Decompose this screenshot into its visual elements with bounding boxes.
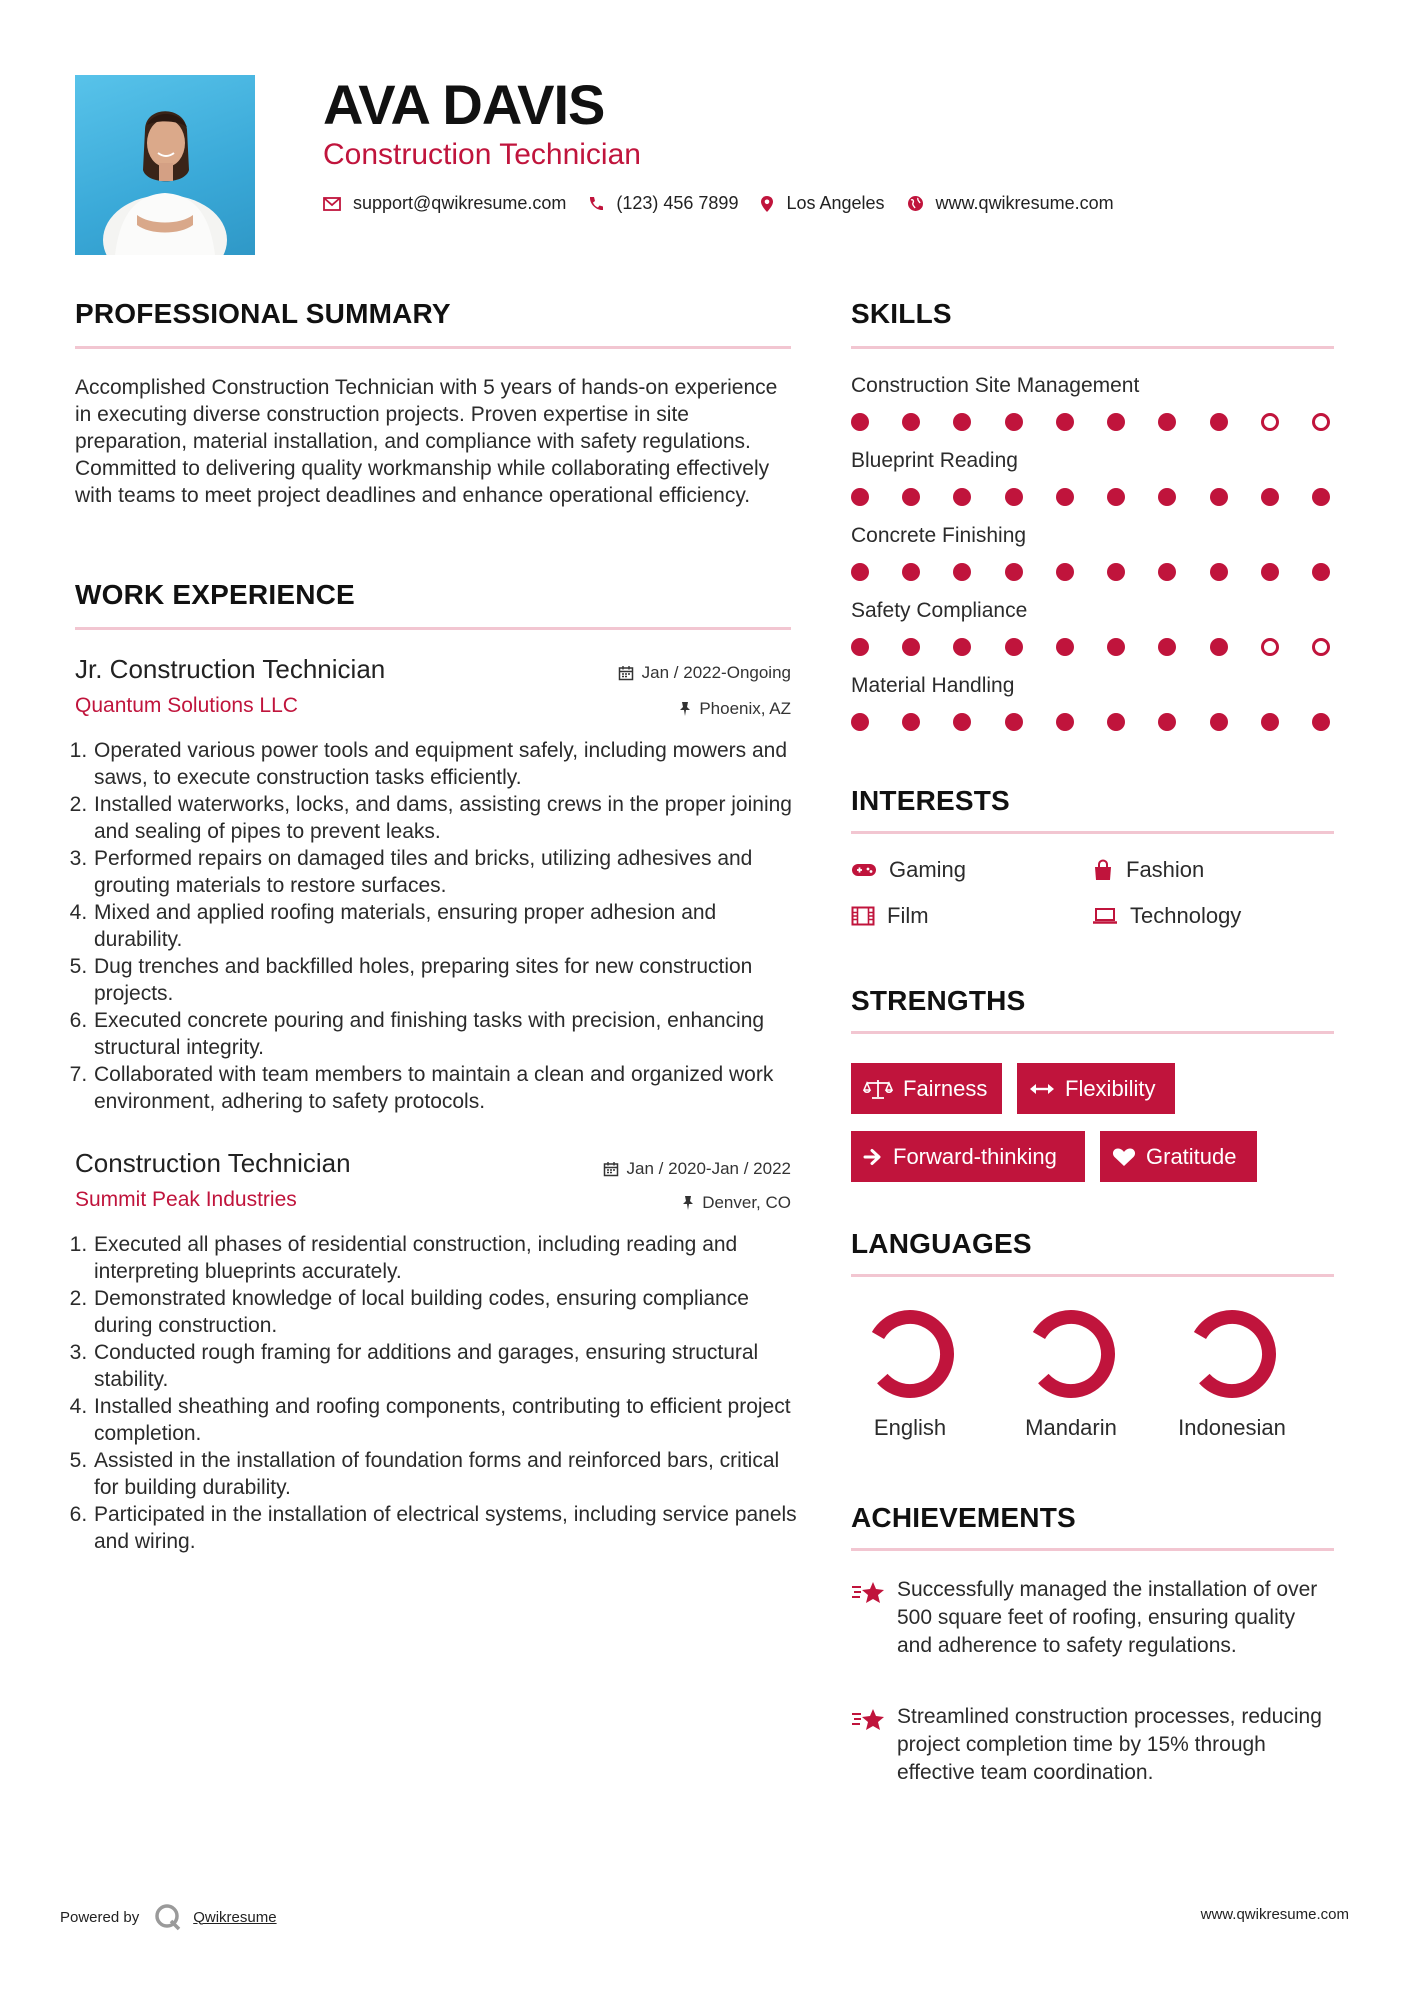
contact-website[interactable] — [907, 193, 1114, 214]
job-bullet: 3. Performed repairs on damaged tiles and bricks, utilizing adhesives and grouting materials to restore surfaces. — [93, 845, 809, 899]
map-marker-icon — [760, 195, 774, 213]
job-bullet: 1. Executed all phases of residential construction, including reading and interpreting blueprints accurately. — [93, 1231, 809, 1285]
job-bullet-list — [75, 737, 809, 1115]
skill-dot-empty — [1261, 413, 1279, 431]
skill-dot-filled — [1056, 713, 1074, 731]
interest-label: Gaming — [889, 857, 967, 882]
qwikresume-logo-icon — [153, 1902, 183, 1932]
skill-dot-empty — [1312, 638, 1330, 656]
job-dates — [500, 1159, 791, 1179]
skill-dot-filled — [1107, 413, 1125, 431]
skill-dot-filled — [1107, 488, 1125, 506]
phone-icon — [588, 196, 604, 212]
candidate-title: Construction Technician — [323, 138, 641, 171]
skill-dot-empty — [1261, 638, 1279, 656]
job-title: Jr. Construction Technician — [75, 654, 386, 684]
experience-divider — [75, 627, 791, 630]
envelope-icon — [323, 197, 341, 211]
job-bullet: 6. Participated in the installation of electrical systems, including service panels and wiring. — [93, 1501, 809, 1555]
laptop-icon — [1092, 907, 1118, 925]
job-bullet: 2. Installed waterworks, locks, and dams, assisting crews in the proper joining and sealing of pipes to prevent leaks. — [93, 791, 809, 845]
language-label: Indonesian — [1178, 1415, 1286, 1440]
strengths-divider — [851, 1031, 1334, 1034]
summary-divider — [75, 346, 791, 349]
gamepad-icon — [851, 862, 877, 878]
language-item — [845, 1306, 975, 1441]
skill-dot-filled — [902, 488, 920, 506]
pin-icon — [682, 1195, 694, 1211]
company-name: Summit Peak Industries — [75, 1188, 297, 1211]
job-dates-text: Jan / 2020-Jan / 2022 — [626, 1159, 791, 1178]
strength-label: Forward-thinking — [893, 1143, 1057, 1169]
skill-dot-filled — [1261, 713, 1279, 731]
skill-dot-filled — [1261, 488, 1279, 506]
contact-location — [760, 193, 884, 214]
language-label: Mandarin — [1025, 1415, 1117, 1440]
skill-name: Safety Compliance — [851, 599, 1028, 622]
skill-dot-filled — [1107, 638, 1125, 656]
skill-dot-filled — [1158, 488, 1176, 506]
achievement-item — [851, 1576, 1334, 1660]
strength-tag — [851, 1063, 1002, 1114]
interests-heading: INTERESTS — [851, 785, 1010, 816]
skill-dot-filled — [1005, 638, 1023, 656]
skill-dot-filled — [902, 413, 920, 431]
contact-phone[interactable] — [588, 193, 738, 214]
skill-dot-filled — [1056, 488, 1074, 506]
strength-label: Flexibility — [1065, 1075, 1156, 1101]
skill-dot-filled — [1261, 563, 1279, 581]
job-bullet: 6. Executed concrete pouring and finishing tasks with precision, enhancing structural integrity. — [93, 1007, 809, 1061]
location-text: Los Angeles — [786, 193, 885, 213]
footer-powered-by — [60, 1902, 277, 1932]
skill-dot-filled — [1005, 413, 1023, 431]
skill-name: Concrete Finishing — [851, 524, 1027, 547]
skill-rating — [851, 413, 1330, 431]
achievements-divider — [851, 1548, 1334, 1551]
job-bullet: 3. Conducted rough framing for additions and garages, ensuring structural stability. — [93, 1339, 809, 1393]
skill-dot-filled — [902, 713, 920, 731]
skill-rating — [851, 563, 1330, 581]
skill-dot-filled — [1210, 713, 1228, 731]
skill-dot-filled — [953, 638, 971, 656]
skill-dot-filled — [1005, 713, 1023, 731]
job-dates — [500, 663, 791, 683]
skill-dot-filled — [1056, 563, 1074, 581]
language-label: English — [873, 1415, 947, 1440]
job-dates-text: Jan / 2022-Ongoing — [641, 663, 791, 682]
strength-tag — [851, 1131, 1085, 1182]
job-location-text: Denver, CO — [702, 1193, 791, 1212]
strengths-heading: STRENGTHS — [851, 985, 1026, 1016]
skill-dot-filled — [953, 413, 971, 431]
skill-dot-filled — [851, 488, 869, 506]
footer-brand-link[interactable]: Qwikresume — [193, 1908, 277, 1926]
job-bullet: 5. Dug trenches and backfilled holes, preparing sites for new construction projects. — [93, 953, 809, 1007]
job-bullet: 2. Demonstrated knowledge of local building codes, ensuring compliance during construction. — [93, 1285, 809, 1339]
footer-website[interactable]: www.qwikresume.com — [1200, 1906, 1349, 1923]
job-bullet: 5. Assisted in the installation of foundation forms and reinforced bars, critical for building durability. — [93, 1447, 809, 1501]
skill-dot-filled — [1210, 488, 1228, 506]
skill-dot-filled — [1158, 638, 1176, 656]
achievement-text: Successfully managed the installation of over 500 square feet of roofing, ensuring quality and adherence to safety regulations. — [897, 1578, 1318, 1657]
skill-dot-filled — [953, 713, 971, 731]
language-proficiency-ring — [1184, 1306, 1280, 1402]
skill-name: Blueprint Reading — [851, 449, 1018, 472]
interest-item — [1092, 903, 1241, 929]
skill-dot-filled — [1158, 563, 1176, 581]
contact-email[interactable] — [323, 193, 566, 214]
skill-dot-filled — [851, 638, 869, 656]
interest-item — [851, 903, 929, 929]
email-text: support@qwikresume.com — [353, 193, 567, 213]
language-item — [1167, 1306, 1297, 1441]
skill-dot-filled — [1312, 563, 1330, 581]
job-location-text: Phoenix, AZ — [699, 699, 791, 718]
website-text: www.qwikresume.com — [935, 193, 1114, 213]
language-proficiency-ring — [862, 1306, 958, 1402]
interest-item — [1092, 857, 1204, 883]
interest-label: Technology — [1130, 903, 1242, 928]
language-proficiency-ring — [1023, 1306, 1119, 1402]
skill-dot-filled — [1312, 488, 1330, 506]
skill-dot-filled — [1158, 413, 1176, 431]
film-icon — [851, 906, 875, 926]
skill-name: Material Handling — [851, 674, 1015, 697]
globe-icon — [907, 195, 924, 212]
achievements-heading: ACHIEVEMENTS — [851, 1502, 1076, 1533]
strength-label: Gratitude — [1146, 1143, 1237, 1169]
arrow-right-icon — [863, 1148, 883, 1166]
job-location — [500, 1193, 791, 1213]
phone-text: (123) 456 7899 — [616, 193, 739, 213]
powered-by-text: Powered by — [60, 1908, 140, 1926]
skill-dot-filled — [1056, 638, 1074, 656]
contact-bar — [323, 193, 1136, 214]
skill-dot-filled — [1158, 713, 1176, 731]
summary-heading: PROFESSIONAL SUMMARY — [75, 298, 451, 329]
shooting-star-icon — [851, 1707, 885, 1733]
candidate-name: AVA DAVIS — [323, 73, 605, 136]
job-title: Construction Technician — [75, 1148, 351, 1178]
skill-dot-filled — [1210, 413, 1228, 431]
skill-dot-filled — [1312, 713, 1330, 731]
profile-photo — [75, 75, 255, 255]
skill-dot-filled — [1210, 638, 1228, 656]
job-bullet-list — [75, 1231, 809, 1555]
interest-item — [851, 857, 966, 883]
arrows-horizontal-icon — [1029, 1082, 1055, 1096]
skill-dot-filled — [1107, 713, 1125, 731]
person-photo-illustration — [75, 75, 255, 255]
achievement-text: Streamlined construction processes, reducing project completion time by 15% through effective team coordination. — [897, 1705, 1322, 1784]
skill-rating — [851, 713, 1330, 731]
skill-dot-filled — [902, 563, 920, 581]
calendar-icon — [603, 1161, 619, 1177]
balance-scale-icon — [863, 1078, 893, 1100]
skill-dot-filled — [953, 563, 971, 581]
job-bullet: 4. Mixed and applied roofing materials, ensuring proper adhesion and durability. — [93, 899, 809, 953]
pin-icon — [679, 701, 691, 717]
shopping-bag-icon — [1092, 859, 1114, 881]
interest-label: Film — [887, 903, 929, 928]
language-item — [1006, 1306, 1136, 1441]
skill-dot-filled — [1005, 488, 1023, 506]
skill-dot-filled — [902, 638, 920, 656]
strength-tag — [1017, 1063, 1175, 1114]
skill-rating — [851, 488, 1330, 506]
strength-tag — [1100, 1131, 1257, 1182]
job-bullet: 1. Operated various power tools and equipment safely, including mowers and saws, to execute construction tasks efficiently. — [93, 737, 809, 791]
skill-dot-empty — [1312, 413, 1330, 431]
summary-text: Accomplished Construction Technician with 5 years of hands-on experience in executing diverse construction projects. Proven expertise in site preparation, material installation, and compliance with safety regulations. Committed to delivering quality workmanship while collaborating effectively with teams to meet project deadlines and enhance operational efficiency. — [75, 376, 778, 507]
skill-dot-filled — [851, 563, 869, 581]
experience-heading: WORK EXPERIENCE — [75, 579, 355, 610]
skill-rating — [851, 638, 1330, 656]
languages-heading: LANGUAGES — [851, 1228, 1032, 1259]
job-bullet: 4. Installed sheathing and roofing components, contributing to efficient project completion. — [93, 1393, 809, 1447]
skills-divider — [851, 346, 1334, 349]
skill-dot-filled — [1210, 563, 1228, 581]
heart-icon — [1112, 1147, 1136, 1167]
languages-divider — [851, 1274, 1334, 1277]
skill-dot-filled — [851, 713, 869, 731]
skill-dot-filled — [1005, 563, 1023, 581]
calendar-icon — [618, 665, 634, 681]
skill-name: Construction Site Management — [851, 374, 1140, 397]
skill-dot-filled — [1056, 413, 1074, 431]
skill-dot-filled — [1107, 563, 1125, 581]
shooting-star-icon — [851, 1580, 885, 1606]
job-location — [500, 699, 791, 719]
skill-dot-filled — [953, 488, 971, 506]
job-bullet: 7. Collaborated with team members to maintain a clean and organized work environment, adhering to safety protocols. — [93, 1061, 809, 1115]
strength-label: Fairness — [903, 1075, 988, 1101]
interests-divider — [851, 831, 1334, 834]
achievement-item — [851, 1703, 1334, 1787]
company-name: Quantum Solutions LLC — [75, 694, 298, 717]
interest-label: Fashion — [1126, 857, 1205, 882]
skill-dot-filled — [851, 413, 869, 431]
skills-heading: SKILLS — [851, 298, 952, 329]
